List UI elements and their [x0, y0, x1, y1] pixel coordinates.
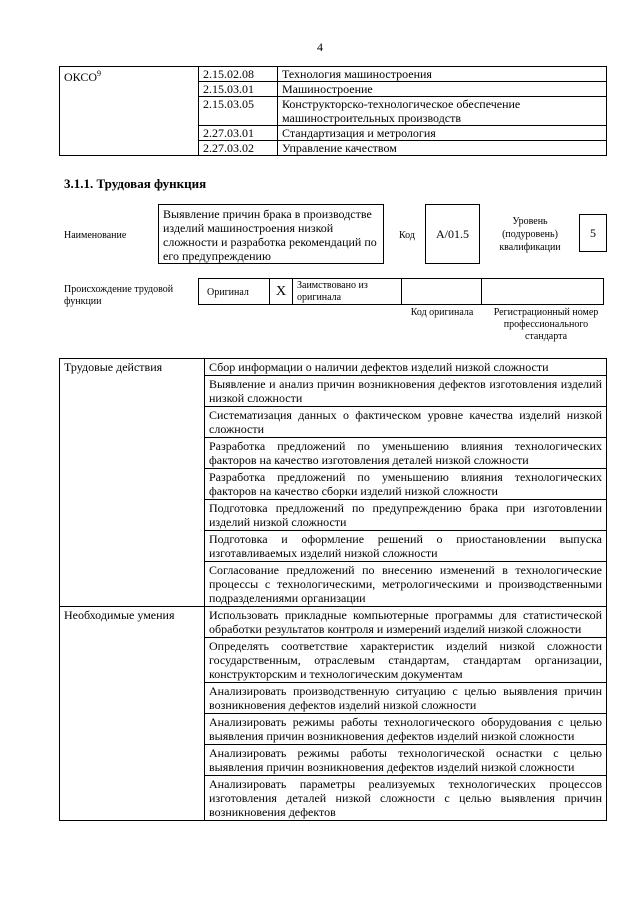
item-cell: Разработка предложений по уменьшению влияния технологических факторов на качество сборки изделий низкой сложности: [205, 469, 607, 500]
reg-number-cell: [481, 278, 604, 305]
category-cell: Необходимые умения: [60, 607, 205, 821]
page-number: 4: [317, 40, 323, 54]
item-cell: Систематизация данных о фактическом уровне качества изделий низкой сложности: [205, 407, 607, 438]
okso-code: 2.15.03.01: [199, 82, 278, 97]
item-cell: Использовать прикладные компьютерные программы для статистической обработки результатов контроля и измерений изделий низкой сложности: [205, 607, 607, 638]
item-cell: Анализировать производственную ситуацию с целью выявления причин возникновения дефектов изделий низкой сложности: [205, 683, 607, 714]
borrowed-label: Заимствовано из оригинала: [297, 280, 368, 303]
okso-name: Стандартизация и метрология: [278, 126, 607, 141]
okso-code: 2.15.03.05: [199, 97, 278, 126]
item-cell: Анализировать режимы работы технологической оснастки с целью выявления причин возникновения дефектов изделий низкой сложности: [205, 745, 607, 776]
okso-name: Машиностроение: [278, 82, 607, 97]
code-label: Код: [399, 230, 415, 241]
code-original-cell: [401, 278, 482, 305]
item-cell: Выявление и анализ причин возникновения дефектов изготовления изделий низкой сложности: [205, 376, 607, 407]
level-label: Уровень (подуровень) квалификации: [499, 216, 561, 253]
name-label: Наименование: [64, 230, 127, 241]
item-cell: Подготовка и оформление решений о приостановлении выпуска изготавливаемых изделий низкой сложности: [205, 531, 607, 562]
code-original-caption: Код оригинала: [410, 307, 474, 318]
table-row: [60, 359, 607, 376]
labor-function-table: [59, 358, 607, 821]
borrowed-cell: [292, 278, 402, 305]
item-cell: Подготовка предложений по предупреждению брака при изготовлении изделий низкой сложности: [205, 500, 607, 531]
okso-code: 2.27.03.01: [199, 126, 278, 141]
okso-code: 2.27.03.02: [199, 141, 278, 156]
okso-row: [60, 67, 607, 82]
okso-name: Технология машиностроения: [278, 67, 607, 82]
origin-row: [199, 278, 607, 305]
section-title: 3.1.1. Трудовая функция: [64, 176, 207, 191]
function-name-box: Выявление причин брака в производстве изделий машиностроения низкой сложности и разработка рекомендаций по его предупреждению: [158, 204, 384, 264]
item-cell: Анализировать параметры реализуемых технологических процессов изготовления деталей низкой сложности с целью выявления причин возникновения дефектов: [205, 776, 607, 821]
table-row: [60, 607, 607, 638]
level-box: 5: [579, 214, 607, 252]
origin-label: Происхождение трудовой функции: [64, 284, 174, 307]
item-cell: Согласование предложений по внесению изменений в технологические процессы с технологическими, метрологическими и производственными подразделениями организации: [205, 562, 607, 607]
function-code-box: А/01.5: [425, 204, 480, 264]
original-label: Оригинал: [207, 287, 249, 298]
original-mark: X: [269, 278, 293, 305]
category-cell: Трудовые действия: [60, 359, 205, 607]
original-cell: [198, 278, 270, 305]
item-cell: Анализировать режимы работы технологического оборудования с целью выявления причин возникновения дефектов изделий низкой сложности: [205, 714, 607, 745]
reg-number-caption: Регистрационный номер профессионального стандарта: [493, 307, 599, 342]
okso-code: 2.15.02.08: [199, 67, 278, 82]
okso-label-cell: [60, 67, 199, 156]
okso-label: ОКСО: [64, 70, 98, 84]
item-cell: Сбор информации о наличии дефектов изделий низкой сложности: [205, 359, 607, 376]
item-cell: Разработка предложений по уменьшению влияния технологических факторов на качество изготовления деталей низкой сложности: [205, 438, 607, 469]
okso-name: Управление качеством: [278, 141, 607, 156]
okso-footnote: 9: [97, 69, 102, 78]
item-cell: Определять соответствие характеристик изделий низкой сложности государственным, отраслевым стандартам, стандартам организации, конструкторским и технологическим документам: [205, 638, 607, 683]
okso-name: Конструкторско-технологическое обеспечение машиностроительных производств: [278, 97, 607, 126]
okso-table: [59, 66, 607, 156]
